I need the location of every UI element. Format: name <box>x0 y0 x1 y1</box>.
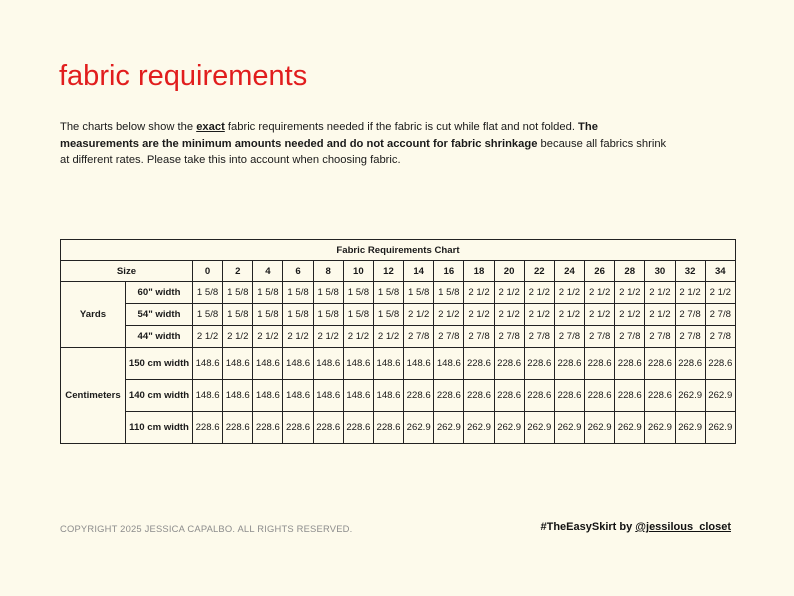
requirement-cell: 1 5/8 <box>223 282 253 304</box>
size-header-cell: 6 <box>283 261 313 282</box>
requirement-cell: 2 1/2 <box>313 326 343 348</box>
table-row <box>61 304 736 326</box>
requirement-cell: 148.6 <box>223 348 253 380</box>
requirement-cell: 228.6 <box>494 348 524 380</box>
requirement-cell: 148.6 <box>283 380 313 412</box>
requirement-cell: 2 1/2 <box>494 282 524 304</box>
size-header-cell: 0 <box>193 261 223 282</box>
fabric-width-label: 150 cm width <box>126 348 193 380</box>
requirement-cell: 1 5/8 <box>223 304 253 326</box>
requirement-cell: 228.6 <box>675 348 705 380</box>
requirement-cell: 2 7/8 <box>645 326 675 348</box>
requirement-cell: 2 1/2 <box>524 304 554 326</box>
requirement-cell: 262.9 <box>675 412 705 444</box>
intro-emphasis-exact: exact <box>196 121 225 133</box>
requirement-cell: 148.6 <box>434 348 464 380</box>
requirement-cell: 148.6 <box>404 348 434 380</box>
size-header-cell: 28 <box>615 261 645 282</box>
requirement-cell: 1 5/8 <box>343 304 373 326</box>
requirement-cell: 262.9 <box>404 412 434 444</box>
requirement-cell: 1 5/8 <box>434 282 464 304</box>
requirement-cell: 2 1/2 <box>615 304 645 326</box>
requirement-cell: 228.6 <box>645 380 675 412</box>
table-row <box>61 348 736 380</box>
size-header-cell: 34 <box>705 261 735 282</box>
requirement-cell: 228.6 <box>223 412 253 444</box>
requirement-cell: 2 7/8 <box>524 326 554 348</box>
requirement-cell: 2 1/2 <box>283 326 313 348</box>
fabric-width-label: 140 cm width <box>126 380 193 412</box>
requirement-cell: 2 7/8 <box>705 326 735 348</box>
fabric-width-label: 44" width <box>126 326 193 348</box>
requirement-cell: 228.6 <box>434 380 464 412</box>
unit-group-label: Yards <box>61 282 126 348</box>
size-header-label: Size <box>61 261 193 282</box>
requirement-cell: 148.6 <box>313 348 343 380</box>
requirement-cell: 2 7/8 <box>464 326 494 348</box>
requirement-cell: 228.6 <box>283 412 313 444</box>
requirement-cell: 2 1/2 <box>404 304 434 326</box>
size-header-cell: 16 <box>434 261 464 282</box>
requirement-cell: 2 1/2 <box>615 282 645 304</box>
intro-paragraph <box>60 119 672 169</box>
size-header-cell: 30 <box>645 261 675 282</box>
requirement-cell: 2 1/2 <box>343 326 373 348</box>
size-header-cell: 12 <box>373 261 403 282</box>
requirement-cell: 262.9 <box>615 412 645 444</box>
requirement-cell: 148.6 <box>313 380 343 412</box>
requirement-cell: 262.9 <box>705 412 735 444</box>
table-row <box>61 282 736 304</box>
size-header-row <box>61 261 736 282</box>
requirement-cell: 1 5/8 <box>313 282 343 304</box>
requirement-cell: 2 7/8 <box>554 326 584 348</box>
requirement-cell: 262.9 <box>524 412 554 444</box>
size-header-cell: 18 <box>464 261 494 282</box>
intro-text-2: fabric requirements needed if the fabric is cut while flat and not folded. <box>224 121 579 133</box>
requirement-cell: 2 1/2 <box>223 326 253 348</box>
requirement-cell: 2 7/8 <box>404 326 434 348</box>
intro-text-3: because all fabrics shrink at different rates. Please take this into account when choosing fabric. <box>60 137 667 166</box>
requirement-cell: 1 5/8 <box>283 304 313 326</box>
requirement-cell: 228.6 <box>585 348 615 380</box>
table-row <box>61 412 736 444</box>
copyright-notice: COPYRIGHT 2025 JESSICA CAPALBO. ALL RIGHTS RESERVED. <box>60 523 353 534</box>
requirement-cell: 148.6 <box>373 380 403 412</box>
requirement-cell: 228.6 <box>615 380 645 412</box>
requirement-cell: 2 7/8 <box>585 326 615 348</box>
requirement-cell: 2 1/2 <box>585 304 615 326</box>
requirement-cell: 148.6 <box>253 348 283 380</box>
requirement-cell: 1 5/8 <box>373 282 403 304</box>
requirement-cell: 148.6 <box>223 380 253 412</box>
requirement-cell: 262.9 <box>494 412 524 444</box>
requirement-cell: 228.6 <box>464 348 494 380</box>
requirement-cell: 2 7/8 <box>705 304 735 326</box>
requirement-cell: 228.6 <box>705 348 735 380</box>
requirement-cell: 262.9 <box>434 412 464 444</box>
requirement-cell: 2 7/8 <box>675 304 705 326</box>
requirement-cell: 1 5/8 <box>193 304 223 326</box>
requirement-cell: 2 1/2 <box>585 282 615 304</box>
requirement-cell: 228.6 <box>615 348 645 380</box>
requirement-cell: 262.9 <box>585 412 615 444</box>
requirement-cell: 228.6 <box>343 412 373 444</box>
requirement-cell: 262.9 <box>675 380 705 412</box>
size-header-cell: 8 <box>313 261 343 282</box>
requirement-cell: 2 1/2 <box>705 282 735 304</box>
page-title: fabric requirements <box>59 60 308 92</box>
requirement-cell: 148.6 <box>193 348 223 380</box>
requirement-cell: 2 1/2 <box>524 282 554 304</box>
unit-group-label: Centimeters <box>61 348 126 444</box>
requirement-cell: 228.6 <box>585 380 615 412</box>
requirement-cell: 2 1/2 <box>434 304 464 326</box>
size-header-cell: 2 <box>223 261 253 282</box>
requirement-cell: 228.6 <box>404 380 434 412</box>
requirement-cell: 228.6 <box>494 380 524 412</box>
requirement-cell: 1 5/8 <box>404 282 434 304</box>
requirement-cell: 228.6 <box>524 380 554 412</box>
requirement-cell: 228.6 <box>313 412 343 444</box>
requirement-cell: 2 7/8 <box>494 326 524 348</box>
requirement-cell: 228.6 <box>524 348 554 380</box>
size-header-cell: 22 <box>524 261 554 282</box>
intro-text-1: The charts below show the <box>60 121 197 133</box>
requirement-cell: 148.6 <box>343 380 373 412</box>
requirement-cell: 148.6 <box>373 348 403 380</box>
requirement-cell: 2 7/8 <box>434 326 464 348</box>
requirement-cell: 262.9 <box>705 380 735 412</box>
requirement-cell: 262.9 <box>554 412 584 444</box>
requirement-cell: 1 5/8 <box>253 304 283 326</box>
requirement-cell: 2 1/2 <box>554 282 584 304</box>
requirement-cell: 1 5/8 <box>193 282 223 304</box>
size-header-cell: 32 <box>675 261 705 282</box>
fabric-width-label: 54" width <box>126 304 193 326</box>
size-header-cell: 20 <box>494 261 524 282</box>
requirement-cell: 228.6 <box>554 348 584 380</box>
requirement-cell: 2 1/2 <box>193 326 223 348</box>
intro-bold-statement: The measurements are the minimum amounts needed and do not account for fabric shrinkage <box>60 121 598 150</box>
requirement-cell: 1 5/8 <box>253 282 283 304</box>
requirement-cell: 262.9 <box>464 412 494 444</box>
size-header-cell: 26 <box>585 261 615 282</box>
size-header-cell: 24 <box>554 261 584 282</box>
requirement-cell: 2 1/2 <box>373 326 403 348</box>
requirement-cell: 2 1/2 <box>494 304 524 326</box>
requirement-cell: 2 7/8 <box>615 326 645 348</box>
requirement-cell: 2 7/8 <box>675 326 705 348</box>
requirement-cell: 2 1/2 <box>645 304 675 326</box>
footer-tag: #TheEasySkirt by <box>540 521 636 533</box>
requirement-cell: 2 1/2 <box>464 304 494 326</box>
requirement-cell: 2 1/2 <box>675 282 705 304</box>
requirement-cell: 228.6 <box>464 380 494 412</box>
fabric-width-label: 60" width <box>126 282 193 304</box>
requirement-cell: 228.6 <box>645 348 675 380</box>
fabric-requirements-table <box>60 239 736 444</box>
requirement-cell: 148.6 <box>193 380 223 412</box>
requirement-cell: 2 1/2 <box>554 304 584 326</box>
footer-credit <box>541 521 732 533</box>
requirement-cell: 148.6 <box>283 348 313 380</box>
requirement-cell: 262.9 <box>645 412 675 444</box>
requirement-cell: 1 5/8 <box>313 304 343 326</box>
instagram-handle-link[interactable]: @jessilous_closet <box>635 521 731 533</box>
table-caption: Fabric Requirements Chart <box>61 240 736 261</box>
requirement-cell: 1 5/8 <box>343 282 373 304</box>
requirement-cell: 148.6 <box>343 348 373 380</box>
requirement-cell: 228.6 <box>554 380 584 412</box>
requirement-cell: 2 1/2 <box>464 282 494 304</box>
size-header-cell: 14 <box>404 261 434 282</box>
fabric-width-label: 110 cm width <box>126 412 193 444</box>
requirement-cell: 2 1/2 <box>253 326 283 348</box>
requirement-cell: 228.6 <box>373 412 403 444</box>
requirement-cell: 1 5/8 <box>283 282 313 304</box>
table-row <box>61 326 736 348</box>
requirement-cell: 228.6 <box>253 412 283 444</box>
table-body <box>61 282 736 444</box>
requirement-cell: 1 5/8 <box>373 304 403 326</box>
requirement-cell: 228.6 <box>193 412 223 444</box>
size-header-cell: 4 <box>253 261 283 282</box>
table-row <box>61 380 736 412</box>
size-header-cell: 10 <box>343 261 373 282</box>
requirement-cell: 148.6 <box>253 380 283 412</box>
requirement-cell: 2 1/2 <box>645 282 675 304</box>
